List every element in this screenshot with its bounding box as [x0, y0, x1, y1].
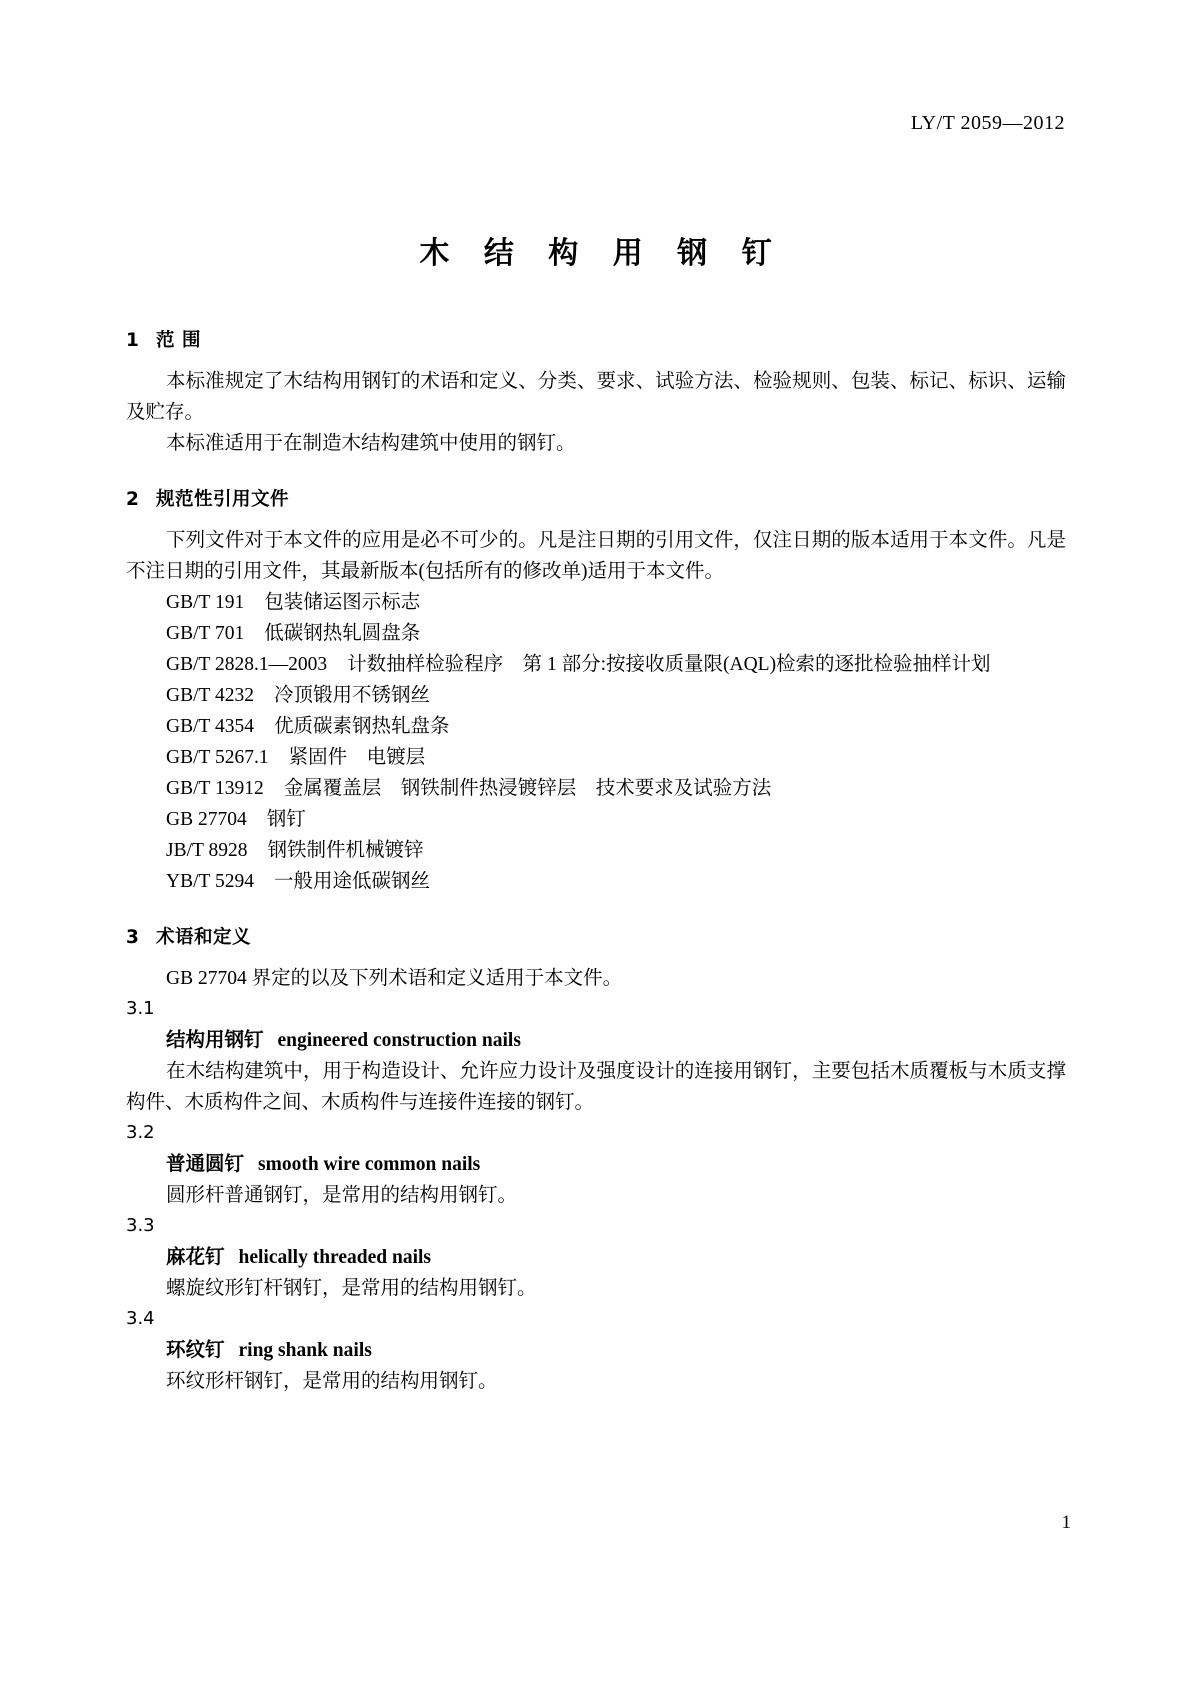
term-definition: 在木结构建筑中，用于构造设计、允许应力设计及强度设计的连接用钢钉，主要包括木质覆板与木质支撑构件、木质构件之间、木质构件与连接件连接的钢钉。 — [126, 1061, 1066, 1113]
reference-title: 包装储运图示标志 — [264, 592, 421, 613]
term-definition: 螺旋纹形钉杆钢钉，是常用的结构用钢钉。 — [166, 1278, 537, 1299]
reference-code: GB/T 4354 — [166, 716, 254, 737]
standard-code-header: LY/T 2059—2012 — [910, 112, 1065, 134]
reference-item — [126, 804, 1066, 835]
term-number: 3.1 — [126, 998, 155, 1019]
reference-item — [126, 835, 1066, 866]
reference-item — [126, 680, 1066, 711]
term-name-en: ring shank nails — [238, 1340, 372, 1361]
term-name-cn: 结构用钢钉 — [166, 1028, 264, 1051]
term-name-en: helically threaded nails — [238, 1247, 432, 1268]
reference-item — [126, 587, 1066, 618]
reference-code: JB/T 8928 — [166, 840, 248, 861]
term-number: 3.3 — [126, 1215, 155, 1236]
reference-title: 钢铁制件机械镀锌 — [267, 840, 424, 861]
term-name-en: smooth wire common nails — [258, 1154, 481, 1175]
section-title-1: 范 围 — [156, 330, 201, 351]
reference-code: YB/T 5294 — [166, 871, 254, 892]
section-heading-3 — [126, 923, 1066, 949]
reference-code: GB/T 13912 — [166, 778, 264, 799]
section-number-2: 2 — [126, 489, 140, 510]
section-heading-1 — [126, 326, 1066, 352]
reference-title: 一般用途低碳钢丝 — [273, 871, 430, 892]
reference-title: 紧固件 电镀层 — [288, 747, 426, 768]
reference-code: GB/T 701 — [166, 623, 245, 644]
term-name-cn: 普通圆钉 — [166, 1152, 245, 1175]
term-definition: 环纹形杆钢钉，是常用的结构用钢钉。 — [166, 1371, 498, 1392]
reference-code: GB 27704 — [166, 809, 247, 830]
section-title-2: 规范性引用文件 — [156, 489, 290, 510]
reference-code: GB/T 4232 — [166, 685, 254, 706]
reference-title: 钢钉 — [266, 809, 306, 830]
section-1-paragraph-2: 本标准适用于在制造木结构建筑中使用的钢钉。 — [166, 433, 576, 454]
section-2-paragraph-1: 下列文件对于本文件的应用是必不可少的。凡是注日期的引用文件，仅注日期的版本适用于本文件。凡是不注日期的引用文件，其最新版本(包括所有的修改单)适用于本文件。 — [126, 530, 1066, 582]
reference-title: 低碳钢热轧圆盘条 — [264, 623, 421, 644]
term-number: 3.2 — [126, 1122, 155, 1143]
term-name — [126, 1241, 1066, 1273]
term-name — [126, 1148, 1066, 1180]
term-name — [126, 1334, 1066, 1366]
section-title-3: 术语和定义 — [156, 927, 252, 948]
term-name — [126, 1024, 1066, 1056]
reference-code: GB/T 191 — [166, 592, 245, 613]
document-body — [126, 300, 1066, 1397]
reference-code: GB/T 2828.1—2003 — [166, 654, 328, 675]
reference-title: 金属覆盖层 钢铁制件热浸镀锌层 技术要求及试验方法 — [283, 778, 772, 799]
section-number-3: 3 — [126, 927, 140, 948]
term-name-en: engineered construction nails — [277, 1030, 521, 1051]
reference-item — [126, 711, 1066, 742]
section-1-paragraph-1: 本标准规定了木结构用钢钉的术语和定义、分类、要求、试验方法、检验规则、包装、标记、标识、运输及贮存。 — [126, 371, 1066, 423]
section-number-1: 1 — [126, 330, 140, 351]
reference-item — [126, 866, 1066, 897]
reference-title: 冷顶锻用不锈钢丝 — [273, 685, 430, 706]
section-heading-2 — [126, 485, 1066, 511]
page-title: 木 结 构 用 钢 钉 — [419, 236, 784, 272]
term-definition: 圆形杆普通钢钉，是常用的结构用钢钉。 — [166, 1185, 518, 1206]
reference-title: 优质碳素钢热轧盘条 — [273, 716, 450, 737]
term-name-cn: 麻花钉 — [166, 1245, 225, 1268]
reference-title: 计数抽样检验程序 第 1 部分:按接收质量限(AQL)检索的逐批检验抽样计划 — [347, 654, 991, 675]
term-number: 3.4 — [126, 1308, 155, 1329]
reference-item — [126, 618, 1066, 649]
page-number: 1 — [1061, 1512, 1071, 1533]
reference-item — [126, 742, 1066, 773]
reference-item — [126, 773, 1066, 804]
reference-item — [126, 649, 1066, 680]
reference-code: GB/T 5267.1 — [166, 747, 269, 768]
section-3-paragraph-1: GB 27704 界定的以及下列术语和定义适用于本文件。 — [166, 968, 623, 989]
term-name-cn: 环纹钉 — [166, 1338, 225, 1361]
